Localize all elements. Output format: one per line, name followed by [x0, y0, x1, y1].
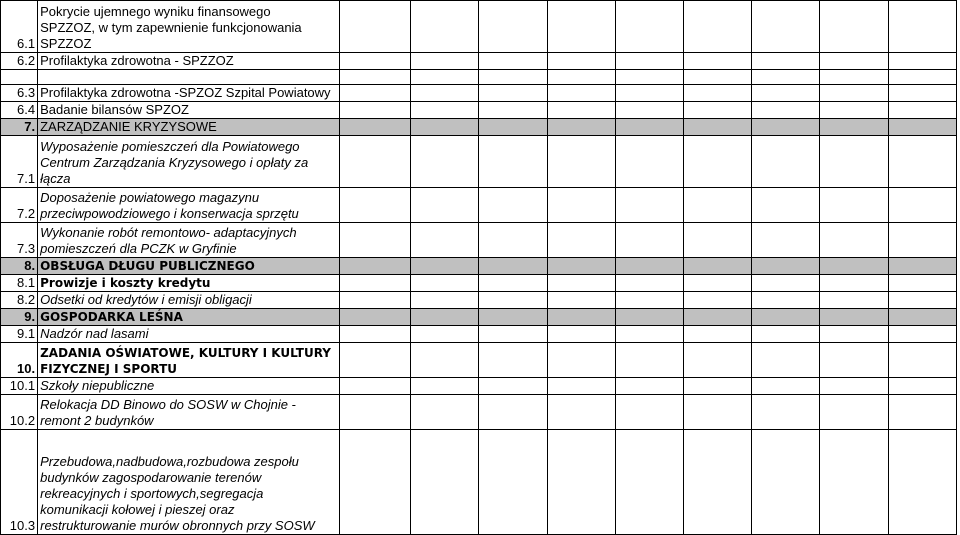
value-cell [820, 223, 888, 258]
value-cell [684, 258, 752, 275]
table-row [1, 136, 957, 188]
value-cell [411, 85, 479, 102]
value-cell [411, 395, 479, 430]
value-cell [615, 309, 683, 326]
value-cell [820, 292, 888, 309]
value-cell [547, 188, 615, 223]
value-cell [888, 136, 956, 188]
value-cell [411, 223, 479, 258]
value-cell [340, 85, 411, 102]
value-cell [752, 102, 820, 119]
value-cell [615, 258, 683, 275]
row-description: Doposażenie powiatowego magazynu przeciwpowodziowego i konserwacja sprzętu [38, 188, 340, 223]
row-description: ZADANIA OŚWIATOWE, KULTURY I KULTURY FIZYCZNEJ I SPORTU [38, 343, 340, 378]
value-cell [547, 326, 615, 343]
value-cell [340, 258, 411, 275]
value-cell [752, 430, 820, 535]
table-row [1, 378, 957, 395]
value-cell [820, 378, 888, 395]
table-row [1, 326, 957, 343]
value-cell [615, 430, 683, 535]
value-cell [888, 188, 956, 223]
value-cell [411, 53, 479, 70]
value-cell [684, 395, 752, 430]
value-cell [340, 275, 411, 292]
value-cell [684, 70, 752, 85]
value-cell [479, 395, 547, 430]
value-cell [411, 275, 479, 292]
value-cell [615, 395, 683, 430]
row-number: 10.3 [1, 430, 38, 535]
value-cell [411, 119, 479, 136]
row-description: GOSPODARKA LEŚNA [38, 309, 340, 326]
table-row [1, 70, 957, 85]
table-row [1, 53, 957, 70]
value-cell [411, 378, 479, 395]
value-cell [615, 70, 683, 85]
value-cell [820, 1, 888, 53]
value-cell [340, 292, 411, 309]
value-cell [479, 119, 547, 136]
row-number: 10. [1, 343, 38, 378]
value-cell [615, 343, 683, 378]
table-row [1, 119, 957, 136]
value-cell [547, 378, 615, 395]
value-cell [684, 85, 752, 102]
value-cell [479, 430, 547, 535]
row-number: 6.4 [1, 102, 38, 119]
value-cell [547, 102, 615, 119]
value-cell [411, 343, 479, 378]
table-row [1, 258, 957, 275]
row-description: Profilaktyka zdrowotna - SPZZOZ [38, 53, 340, 70]
row-number [1, 70, 38, 85]
value-cell [820, 70, 888, 85]
row-number: 7.3 [1, 223, 38, 258]
value-cell [684, 378, 752, 395]
value-cell [888, 70, 956, 85]
value-cell [479, 378, 547, 395]
value-cell [411, 188, 479, 223]
value-cell [752, 1, 820, 53]
row-description: Relokacja DD Binowo do SOSW w Chojnie - remont 2 budynków [38, 395, 340, 430]
value-cell [615, 378, 683, 395]
value-cell [479, 1, 547, 53]
value-cell [411, 102, 479, 119]
value-cell [820, 395, 888, 430]
row-description: ZARZĄDZANIE KRYZYSOWE [38, 119, 340, 136]
value-cell [820, 343, 888, 378]
value-cell [547, 275, 615, 292]
value-cell [615, 102, 683, 119]
value-cell [752, 292, 820, 309]
value-cell [820, 258, 888, 275]
row-description: OBSŁUGA DŁUGU PUBLICZNEGO [38, 258, 340, 275]
table-row [1, 343, 957, 378]
value-cell [547, 70, 615, 85]
value-cell [547, 136, 615, 188]
value-cell [684, 1, 752, 53]
value-cell [752, 53, 820, 70]
value-cell [752, 136, 820, 188]
value-cell [479, 223, 547, 258]
table-row [1, 188, 957, 223]
value-cell [684, 275, 752, 292]
value-cell [752, 326, 820, 343]
value-cell [411, 258, 479, 275]
value-cell [888, 395, 956, 430]
value-cell [479, 136, 547, 188]
value-cell [547, 223, 615, 258]
value-cell [547, 1, 615, 53]
row-description: Wykonanie robót remontowo- adaptacyjnych pomieszczeń dla PCZK w Gryfinie [38, 223, 340, 258]
value-cell [752, 85, 820, 102]
value-cell [752, 223, 820, 258]
value-cell [888, 343, 956, 378]
value-cell [547, 53, 615, 70]
value-cell [340, 223, 411, 258]
table-row [1, 1, 957, 53]
value-cell [684, 430, 752, 535]
value-cell [820, 102, 888, 119]
row-number: 6.1 [1, 1, 38, 53]
value-cell [684, 309, 752, 326]
value-cell [615, 53, 683, 70]
value-cell [340, 188, 411, 223]
row-number: 9. [1, 309, 38, 326]
value-cell [615, 275, 683, 292]
value-cell [615, 1, 683, 53]
value-cell [479, 292, 547, 309]
value-cell [615, 292, 683, 309]
row-description: Pokrycie ujemnego wyniku finansowego SPZZOZ, w tym zapewnienie funkcjonowania SPZZOZ [38, 1, 340, 53]
value-cell [411, 292, 479, 309]
value-cell [684, 136, 752, 188]
value-cell [684, 119, 752, 136]
value-cell [820, 85, 888, 102]
value-cell [479, 70, 547, 85]
value-cell [340, 343, 411, 378]
value-cell [820, 275, 888, 292]
value-cell [752, 309, 820, 326]
value-cell [411, 326, 479, 343]
value-cell [411, 1, 479, 53]
table-row [1, 223, 957, 258]
row-description: Nadzór nad lasami [38, 326, 340, 343]
value-cell [479, 309, 547, 326]
row-number: 8.2 [1, 292, 38, 309]
value-cell [752, 188, 820, 223]
value-cell [479, 275, 547, 292]
value-cell [547, 292, 615, 309]
value-cell [888, 430, 956, 535]
value-cell [684, 53, 752, 70]
value-cell [684, 292, 752, 309]
value-cell [411, 430, 479, 535]
row-number: 10.1 [1, 378, 38, 395]
value-cell [752, 258, 820, 275]
value-cell [615, 136, 683, 188]
value-cell [820, 326, 888, 343]
row-description: Prowizje i koszty kredytu [38, 275, 340, 292]
value-cell [479, 53, 547, 70]
row-description: Odsetki od kredytów i emisji obligacji [38, 292, 340, 309]
value-cell [888, 292, 956, 309]
value-cell [340, 70, 411, 85]
row-number: 6.2 [1, 53, 38, 70]
row-number: 8.1 [1, 275, 38, 292]
row-number: 7. [1, 119, 38, 136]
value-cell [547, 119, 615, 136]
value-cell [752, 275, 820, 292]
value-cell [888, 258, 956, 275]
value-cell [340, 119, 411, 136]
value-cell [615, 223, 683, 258]
value-cell [479, 102, 547, 119]
value-cell [820, 309, 888, 326]
value-cell [888, 1, 956, 53]
row-description: Profilaktyka zdrowotna -SPZOZ Szpital Powiatowy [38, 85, 340, 102]
row-description: Badanie bilansów SPZOZ [38, 102, 340, 119]
table-body [1, 1, 957, 535]
row-number: 6.3 [1, 85, 38, 102]
value-cell [547, 309, 615, 326]
row-number: 10.2 [1, 395, 38, 430]
value-cell [752, 395, 820, 430]
value-cell [615, 85, 683, 102]
row-description: Szkoły niepubliczne [38, 378, 340, 395]
value-cell [340, 136, 411, 188]
row-number: 7.2 [1, 188, 38, 223]
row-description [38, 70, 340, 85]
value-cell [752, 343, 820, 378]
value-cell [684, 188, 752, 223]
value-cell [340, 309, 411, 326]
table-row [1, 309, 957, 326]
value-cell [340, 53, 411, 70]
value-cell [888, 326, 956, 343]
value-cell [888, 275, 956, 292]
value-cell [752, 70, 820, 85]
value-cell [411, 309, 479, 326]
value-cell [888, 378, 956, 395]
value-cell [479, 85, 547, 102]
value-cell [615, 326, 683, 343]
value-cell [615, 188, 683, 223]
row-number: 8. [1, 258, 38, 275]
row-description: Przebudowa,nadbudowa,rozbudowa zespołu budynków zagospodarowanie terenów rekreacyjnych i sportowych,segregacja komunikacji kołowej i pieszej oraz restrukturowanie murów obronnych przy SOSW [38, 430, 340, 535]
table-row [1, 395, 957, 430]
value-cell [684, 102, 752, 119]
value-cell [684, 343, 752, 378]
value-cell [411, 70, 479, 85]
value-cell [888, 102, 956, 119]
value-cell [479, 326, 547, 343]
table-row [1, 430, 957, 535]
value-cell [479, 343, 547, 378]
value-cell [547, 258, 615, 275]
value-cell [547, 343, 615, 378]
row-description: Wyposażenie pomieszczeń dla Powiatowego Centrum Zarządzania Kryzysowego i opłaty za łącza [38, 136, 340, 188]
value-cell [615, 119, 683, 136]
value-cell [820, 136, 888, 188]
value-cell [820, 430, 888, 535]
row-number: 9.1 [1, 326, 38, 343]
value-cell [479, 188, 547, 223]
value-cell [340, 1, 411, 53]
value-cell [820, 53, 888, 70]
row-number: 7.1 [1, 136, 38, 188]
value-cell [684, 326, 752, 343]
value-cell [888, 223, 956, 258]
value-cell [684, 223, 752, 258]
value-cell [820, 188, 888, 223]
value-cell [752, 119, 820, 136]
value-cell [340, 430, 411, 535]
value-cell [888, 53, 956, 70]
table-row [1, 102, 957, 119]
table-row [1, 275, 957, 292]
value-cell [888, 119, 956, 136]
value-cell [479, 258, 547, 275]
table-row [1, 292, 957, 309]
value-cell [340, 395, 411, 430]
value-cell [411, 136, 479, 188]
value-cell [547, 395, 615, 430]
value-cell [752, 378, 820, 395]
value-cell [340, 378, 411, 395]
value-cell [547, 85, 615, 102]
table-row [1, 85, 957, 102]
value-cell [547, 430, 615, 535]
value-cell [888, 309, 956, 326]
value-cell [820, 119, 888, 136]
value-cell [340, 326, 411, 343]
value-cell [888, 85, 956, 102]
value-cell [340, 102, 411, 119]
